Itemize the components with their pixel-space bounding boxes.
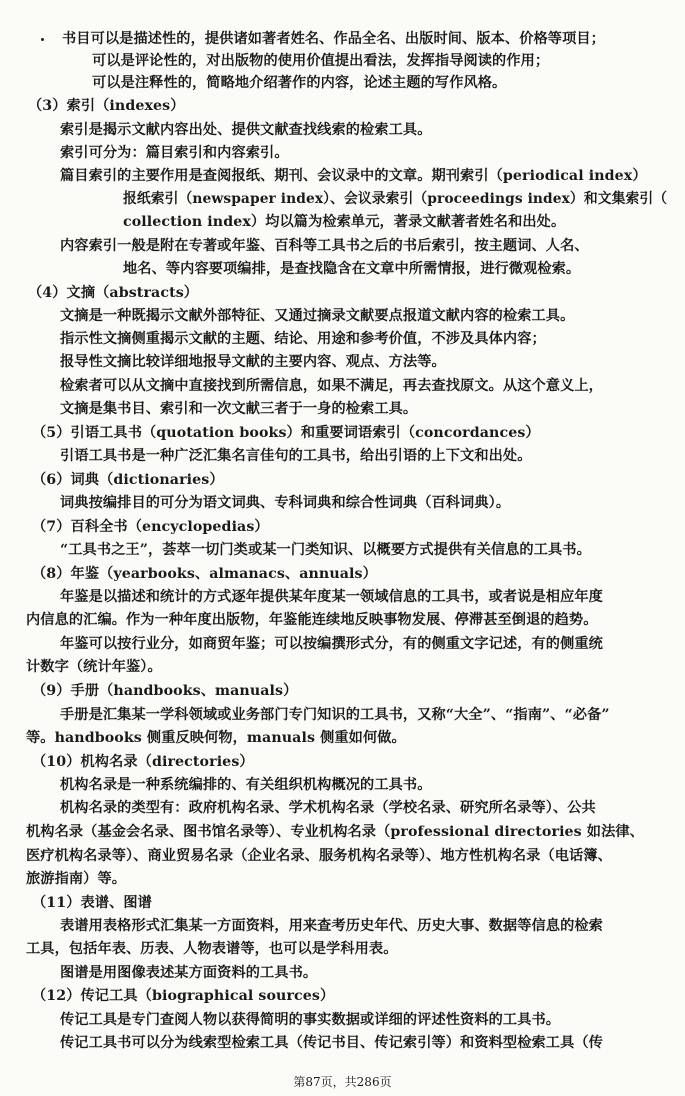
text-line: “工具书之王”，荟萃一切门类或某一门类知识、以概要方式提供有关信息的工具书。 — [60, 542, 591, 558]
section-heading: （5）引语工具书（quotation books）和重要词语索引（concordances） — [32, 425, 540, 441]
page-number: 第87页，共286页 — [293, 1075, 392, 1089]
text-line: 传记工具是专门查阅人物以获得简明的事实数据或详细的评述性资料的工具书。 — [60, 1012, 561, 1028]
text-line: 可以是评论性的，对出版物的使用价值提出看法，发挥指导阅读的作用； — [92, 53, 550, 69]
section-heading: （3）索引（indexes） — [28, 98, 185, 114]
text-line: 报导性文摘比较详细地报导文献的主要内容、观点、方法等。 — [60, 354, 446, 370]
text-line: 检索者可以从文摘中直接找到所需信息，如果不满足，再去查找原文。从这个意义上， — [60, 378, 603, 394]
text-line: 指示性文摘侧重揭示文献的主题、结论、用途和参考价值，不涉及具体内容； — [60, 331, 546, 347]
text-line: 可以是注释性的，简略地介绍著作的内容，论述主题的写作风格。 — [92, 75, 507, 91]
text-line: 旅游指南）等。 — [26, 871, 127, 887]
text-line: 手册是汇集某一学科领域或业务部门专门知识的工具书，又称“大全”、“指南”、“必备” — [60, 707, 610, 723]
text-line: 工具，包括年表、历表、人物表谱等，也可以是学科用表。 — [26, 941, 398, 957]
text-line: 索引可分为：篇目索引和内容索引。 — [60, 145, 289, 161]
text-line: 图谱是用图像表述某方面资料的工具书。 — [60, 965, 318, 981]
section-heading: （4）文摘（abstracts） — [28, 285, 199, 301]
text-line: 年鉴是以描述和统计的方式逐年提供某年度某一领域信息的工具书，或者说是相应年度 — [60, 589, 603, 605]
text-line: 机构名录的类型有：政府机构名录、学术机构名录（学校名录、研究所名录等）、公共 — [60, 800, 596, 816]
text-line: 年鉴可以按行业分，如商贸年鉴；可以按编撰形式分，有的侧重文字记述，有的侧重统 — [60, 636, 603, 652]
bullet-dot — [41, 38, 44, 41]
text-line: 词典按编排目的可分为语文词典、专科词典和综合性词典（百科词典）。 — [60, 495, 511, 511]
text-line: 等。handbooks 侧重反映何物，manuals 侧重如何做。 — [26, 730, 406, 746]
text-line: 表谱用表格形式汇集某一方面资料，用来查考历史年代、历史大事、数据等信息的检索 — [60, 918, 603, 934]
section-heading: （6）词典（dictionaries） — [32, 472, 224, 488]
section-heading: （11）表谱、图谱 — [32, 895, 152, 911]
text-line: 内信息的汇编。作为一种年度出版物，年鉴能连续地反映事物发展、停滞甚至倒退的趋势。 — [26, 612, 598, 628]
text-line: 文摘是一种既揭示文献外部特征、又通过摘录文献要点报道文献内容的检索工具。 — [60, 308, 575, 324]
text-line: 机构名录是一种系统编排的、有关组织机构概况的工具书。 — [60, 777, 432, 793]
text-line: 篇目索引的主要作用是查阅报纸、期刊、会议录中的文章。期刊索引（periodical index） — [60, 168, 647, 184]
section-heading: （10）机构名录（directories） — [32, 754, 254, 770]
text-line: 报纸索引（newspaper index）、会议录索引（proceedings index）和文集索引（ — [123, 191, 668, 207]
text-line: 内容索引一般是附在专著或年鉴、百科等工具书之后的书后索引，按主题词、人名、 — [60, 238, 589, 254]
section-heading: （7）百科全书（encyclopedias） — [32, 519, 269, 535]
section-heading: （8）年鉴（yearbooks、almanacs、annuals） — [32, 566, 377, 582]
text-line: 文摘是集书目、索引和一次文献三者于一身的检索工具。 — [60, 401, 418, 417]
text-line: 机构名录（基金会名录、图书馆名录等）、专业机构名录（professional directories 如法律、 — [26, 824, 644, 840]
text-line: 计数字（统计年鉴）。 — [26, 659, 162, 675]
text-line: 引语工具书是一种广泛汇集名言佳句的工具书，给出引语的上下文和出处。 — [60, 448, 532, 464]
text-line: 索引是揭示文献内容出处、提供文献查找线索的检索工具。 — [60, 122, 432, 138]
text-line: collection index）均以篇为检索单元，著录文献著者姓名和出处。 — [123, 214, 566, 230]
section-heading: （12）传记工具（biographical sources） — [32, 988, 335, 1004]
text-line: 医疗机构名录等）、商业贸易名录（企业名录、服务机构名录等）、地方性机构名录（电话簿、 — [26, 848, 612, 864]
section-heading: （9）手册（handbooks、manuals） — [32, 683, 298, 699]
text-line: 书目可以是描述性的，提供诸如著者姓名、作品全名、出版时间、版本、价格等项目； — [62, 31, 605, 47]
text-line: 地名、等内容要项编排，是查找隐含在文章中所需情报，进行微观检索。 — [123, 261, 581, 277]
text-line: 传记工具书可以分为线索型检索工具（传记书目、传记索引等）和资料型检索工具（传 — [60, 1035, 603, 1051]
